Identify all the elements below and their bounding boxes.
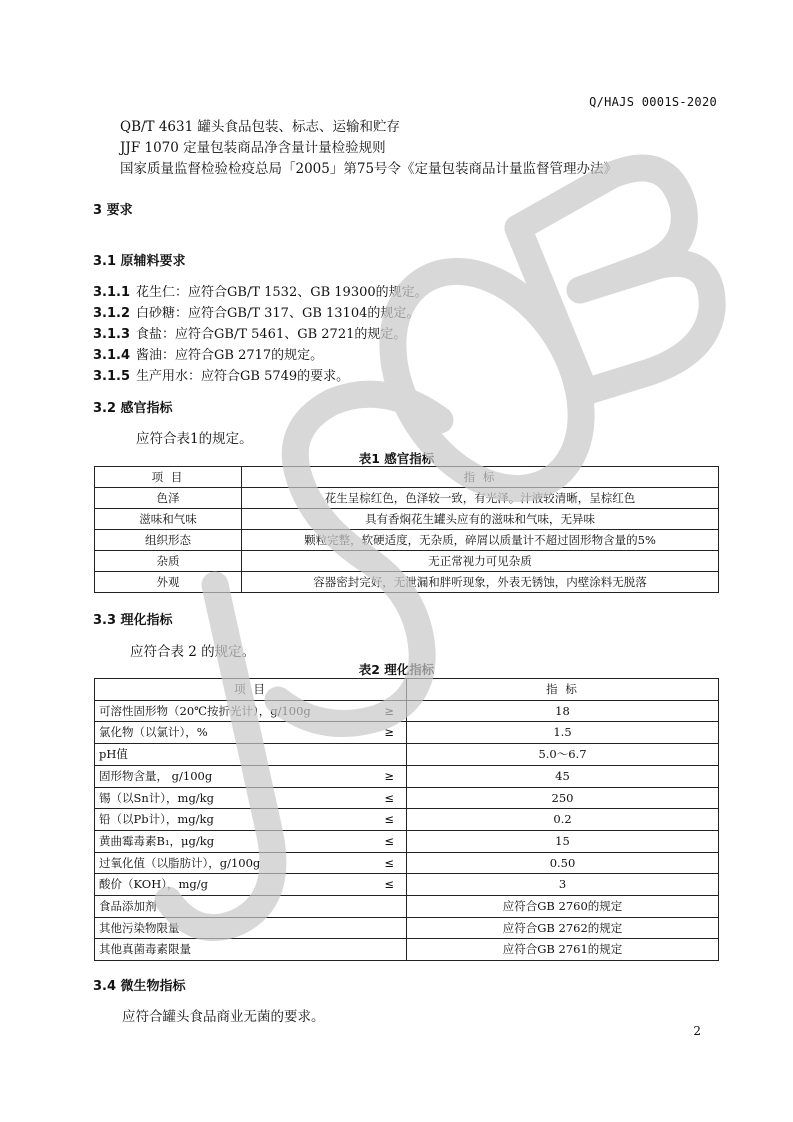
table-header-row bbox=[95, 679, 719, 701]
table-cell: 45 bbox=[407, 765, 719, 787]
table-cell: 杂质 bbox=[95, 551, 242, 572]
table-cell: 无正常视力可见杂质 bbox=[242, 551, 719, 572]
reference-line: JJF 1070 定量包装商品净含量计量检验规则 bbox=[120, 140, 386, 156]
paragraph: 应符合表 2 的规定。 bbox=[130, 644, 256, 660]
table-cell: 15 bbox=[407, 830, 719, 852]
list-item: 3.1.1 花生仁：应符合GB/T 1532、GB 19300的规定。 bbox=[93, 285, 428, 300]
table-row bbox=[95, 830, 719, 852]
table-cell: 1.5 bbox=[407, 722, 719, 744]
table-header-cell: 指 标 bbox=[242, 467, 719, 488]
table-cell: 组织形态 bbox=[95, 530, 242, 551]
table-cell: 色泽 bbox=[95, 488, 242, 509]
table-row bbox=[95, 809, 719, 831]
table-row bbox=[95, 917, 719, 939]
table-caption: 表1 感官指标 bbox=[358, 451, 435, 466]
table-cell: 滋味和气味 bbox=[95, 509, 242, 530]
table-header-cell: 指 标 bbox=[407, 679, 719, 701]
table-cell: 应符合GB 2761的规定 bbox=[407, 939, 719, 961]
table-cell: 250 bbox=[407, 787, 719, 809]
table-cell: 0.2 bbox=[407, 809, 719, 831]
table-cell: 可溶性固形物（20℃按折光计），g/100g ≥ bbox=[95, 700, 407, 722]
section-heading: 3.4 微生物指标 bbox=[93, 979, 186, 994]
paragraph: 应符合表1的规定。 bbox=[136, 431, 253, 447]
paragraph: 应符合罐头食品商业无菌的要求。 bbox=[122, 1009, 325, 1025]
table-row bbox=[95, 787, 719, 809]
table-cell: 食品添加剂 bbox=[95, 896, 407, 918]
table-row bbox=[95, 530, 719, 551]
table-header-cell: 项 目 bbox=[95, 467, 242, 488]
table-cell: 花生呈棕红色，色泽较一致，有光泽。汁液较清晰，呈棕红色 bbox=[242, 488, 719, 509]
page-number: 2 bbox=[693, 1024, 701, 1038]
reference-line: 国家质量监督检验检疫总局「2005」第75号令《定量包装商品计量监督管理办法》 bbox=[120, 161, 618, 177]
table-row bbox=[95, 765, 719, 787]
section-heading: 3.2 感官指标 bbox=[93, 401, 173, 416]
table-cell: 具有香焖花生罐头应有的滋味和气味，无异味 bbox=[242, 509, 719, 530]
table-cell: 其他污染物限量 bbox=[95, 917, 407, 939]
table-caption: 表2 理化指标 bbox=[358, 662, 435, 677]
table-cell: 颗粒完整，软硬适度，无杂质，碎屑以质量计不超过固形物含量的5% bbox=[242, 530, 719, 551]
table-cell: 外观 bbox=[95, 572, 242, 593]
table-cell: 0.50 bbox=[407, 852, 719, 874]
table-cell: 锡（以Sn计），mg/kg ≤ bbox=[95, 787, 407, 809]
table-cell: 3 bbox=[407, 874, 719, 896]
table-cell: 18 bbox=[407, 700, 719, 722]
table-cell: pH值 bbox=[95, 744, 407, 766]
physicochemical-table bbox=[94, 678, 719, 961]
table-row bbox=[95, 700, 719, 722]
table-cell: 黄曲霉毒素B₁，μg/kg ≤ bbox=[95, 830, 407, 852]
table-row bbox=[95, 896, 719, 918]
table-cell: 酸价（KOH），mg/g ≤ bbox=[95, 874, 407, 896]
table-row bbox=[95, 744, 719, 766]
table-row bbox=[95, 874, 719, 896]
list-item: 3.1.3 食盐：应符合GB/T 5461、GB 2721的规定。 bbox=[93, 327, 407, 342]
table-cell: 铅（以Pb计），mg/kg ≤ bbox=[95, 809, 407, 831]
table-cell: 其他真菌毒素限量 bbox=[95, 939, 407, 961]
document-code: Q/HAJS 0001S-2020 bbox=[589, 95, 717, 109]
reference-line: QB/T 4631 罐头食品包装、标志、运输和贮存 bbox=[120, 119, 400, 135]
section-heading: 3.1 原辅料要求 bbox=[93, 254, 186, 269]
table-row bbox=[95, 722, 719, 744]
table-row bbox=[95, 852, 719, 874]
table-row bbox=[95, 551, 719, 572]
table-cell: 5.0～6.7 bbox=[407, 744, 719, 766]
table-cell: 固形物含量， g/100g ≥ bbox=[95, 765, 407, 787]
table-cell: 应符合GB 2760的规定 bbox=[407, 896, 719, 918]
list-item: 3.1.4 酱油：应符合GB 2717的规定。 bbox=[93, 348, 324, 363]
table-cell: 应符合GB 2762的规定 bbox=[407, 917, 719, 939]
table-cell: 氯化物（以氯计），% ≥ bbox=[95, 722, 407, 744]
table-row bbox=[95, 572, 719, 593]
list-item: 3.1.5 生产用水：应符合GB 5749的要求。 bbox=[93, 369, 350, 384]
section-heading: 3.3 理化指标 bbox=[93, 613, 173, 628]
table-row bbox=[95, 509, 719, 530]
table-cell: 容器密封完好，无泄漏和胖听现象，外表无锈蚀，内壁涂料无脱落 bbox=[242, 572, 719, 593]
sensory-table bbox=[94, 466, 719, 593]
table-header-row bbox=[95, 467, 719, 488]
table-row bbox=[95, 939, 719, 961]
table-header-cell: 项 目 bbox=[95, 679, 407, 701]
section-heading: 3 要求 bbox=[93, 203, 133, 218]
table-cell: 过氧化值（以脂肪计），g/100g ≤ bbox=[95, 852, 407, 874]
table-row bbox=[95, 488, 719, 509]
list-item: 3.1.2 白砂糖：应符合GB/T 317、GB 13104的规定。 bbox=[93, 306, 420, 321]
